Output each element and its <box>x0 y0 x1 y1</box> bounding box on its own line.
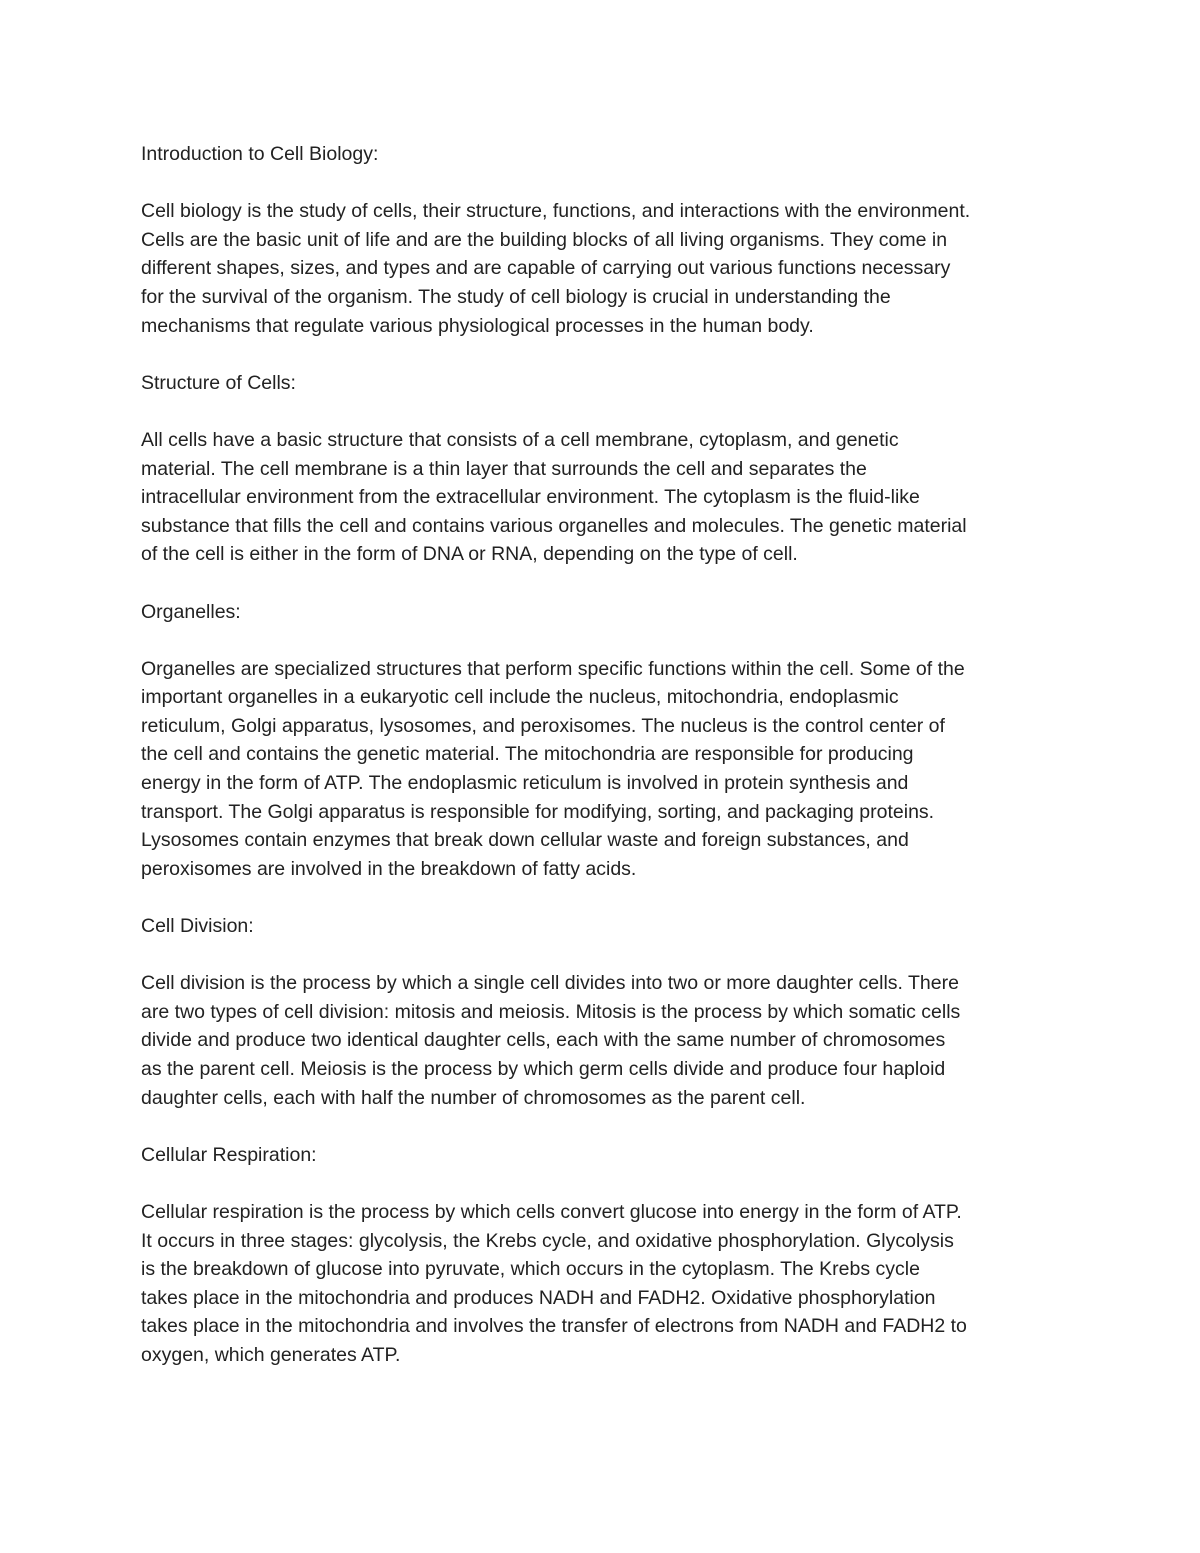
paragraph-line: Cell division is the process by which a single cell divides into two or more daughter cells. There <box>141 972 959 995</box>
section-structure-of-cells <box>141 369 1066 569</box>
paragraph-line: peroxisomes are involved in the breakdown of fatty acids. <box>141 857 637 880</box>
section-organelles <box>141 598 1066 884</box>
section-heading: Cell Division: <box>141 915 254 938</box>
section-cell-division <box>141 912 1066 1112</box>
paragraph-line: reticulum, Golgi apparatus, lysosomes, and peroxisomes. The nucleus is the control center of <box>141 714 945 737</box>
paragraph-line: All cells have a basic structure that consists of a cell membrane, cytoplasm, and genetic <box>141 428 899 451</box>
paragraph-line: the cell and contains the genetic material. The mitochondria are responsible for producing <box>141 743 914 766</box>
paragraph-line: of the cell is either in the form of DNA or RNA, depending on the type of cell. <box>141 543 798 566</box>
paragraph-line: oxygen, which generates ATP. <box>141 1343 401 1366</box>
paragraph-line: are two types of cell division: mitosis and meiosis. Mitosis is the process by which somatic cells <box>141 1000 961 1023</box>
paragraph-line: takes place in the mitochondria and produces NADH and FADH2. Oxidative phosphorylation <box>141 1286 936 1309</box>
paragraph-line: important organelles in a eukaryotic cell include the nucleus, mitochondria, endoplasmic <box>141 686 899 709</box>
section-heading: Introduction to Cell Biology: <box>141 143 379 165</box>
section-cellular-respiration <box>141 1141 1066 1370</box>
section-introduction <box>141 140 1066 340</box>
section-heading: Structure of Cells: <box>141 371 296 394</box>
paragraph-line: intracellular environment from the extracellular environment. The cytoplasm is the fluid-like <box>141 486 920 509</box>
paragraph-line: energy in the form of ATP. The endoplasmic reticulum is involved in protein synthesis and <box>141 772 909 795</box>
section-paragraph <box>141 197 1066 340</box>
paragraph-line: Cells are the basic unit of life and are the building blocks of all living organisms. They come in <box>141 228 948 251</box>
section-paragraph <box>141 969 1066 1112</box>
paragraph-line: mechanisms that regulate various physiological processes in the human body. <box>141 314 814 337</box>
paragraph-line: Cellular respiration is the process by which cells convert glucose into energy in the form of ATP. <box>141 1200 962 1223</box>
paragraph-line: is the breakdown of glucose into pyruvate, which occurs in the cytoplasm. The Krebs cycle <box>141 1258 920 1281</box>
paragraph-line: takes place in the mitochondria and involves the transfer of electrons from NADH and FADH2 to <box>141 1315 967 1338</box>
paragraph-line: transport. The Golgi apparatus is responsible for modifying, sorting, and packaging proteins. <box>141 800 935 823</box>
paragraph-line: It occurs in three stages: glycolysis, the Krebs cycle, and oxidative phosphorylation. Glycolysis <box>141 1229 954 1252</box>
paragraph-line: Organelles are specialized structures that perform specific functions within the cell. Some of the <box>141 657 965 680</box>
paragraph-line: as the parent cell. Meiosis is the process by which germ cells divide and produce four haploid <box>141 1058 946 1080</box>
paragraph-line: different shapes, sizes, and types and are capable of carrying out various functions necessary <box>141 257 951 280</box>
section-paragraph <box>141 1198 1066 1370</box>
paragraph-line: Cell biology is the study of cells, their structure, functions, and interactions with the environment. <box>141 200 971 223</box>
paragraph-line: material. The cell membrane is a thin layer that surrounds the cell and separates the <box>141 457 867 480</box>
document-page <box>141 140 1066 1398</box>
paragraph-line: Lysosomes contain enzymes that break down cellular waste and foreign substances, and <box>141 829 909 852</box>
section-heading: Cellular Respiration: <box>141 1143 317 1166</box>
paragraph-line: daughter cells, each with half the number of chromosomes as the parent cell. <box>141 1086 806 1109</box>
paragraph-line: divide and produce two identical daughter cells, each with the same number of chromosomes <box>141 1029 946 1052</box>
paragraph-line: substance that fills the cell and contains various organelles and molecules. The genetic material <box>141 514 967 537</box>
paragraph-line: for the survival of the organism. The study of cell biology is crucial in understanding the <box>141 285 891 308</box>
section-paragraph <box>141 655 1066 884</box>
section-heading: Organelles: <box>141 600 241 623</box>
section-paragraph <box>141 426 1066 569</box>
